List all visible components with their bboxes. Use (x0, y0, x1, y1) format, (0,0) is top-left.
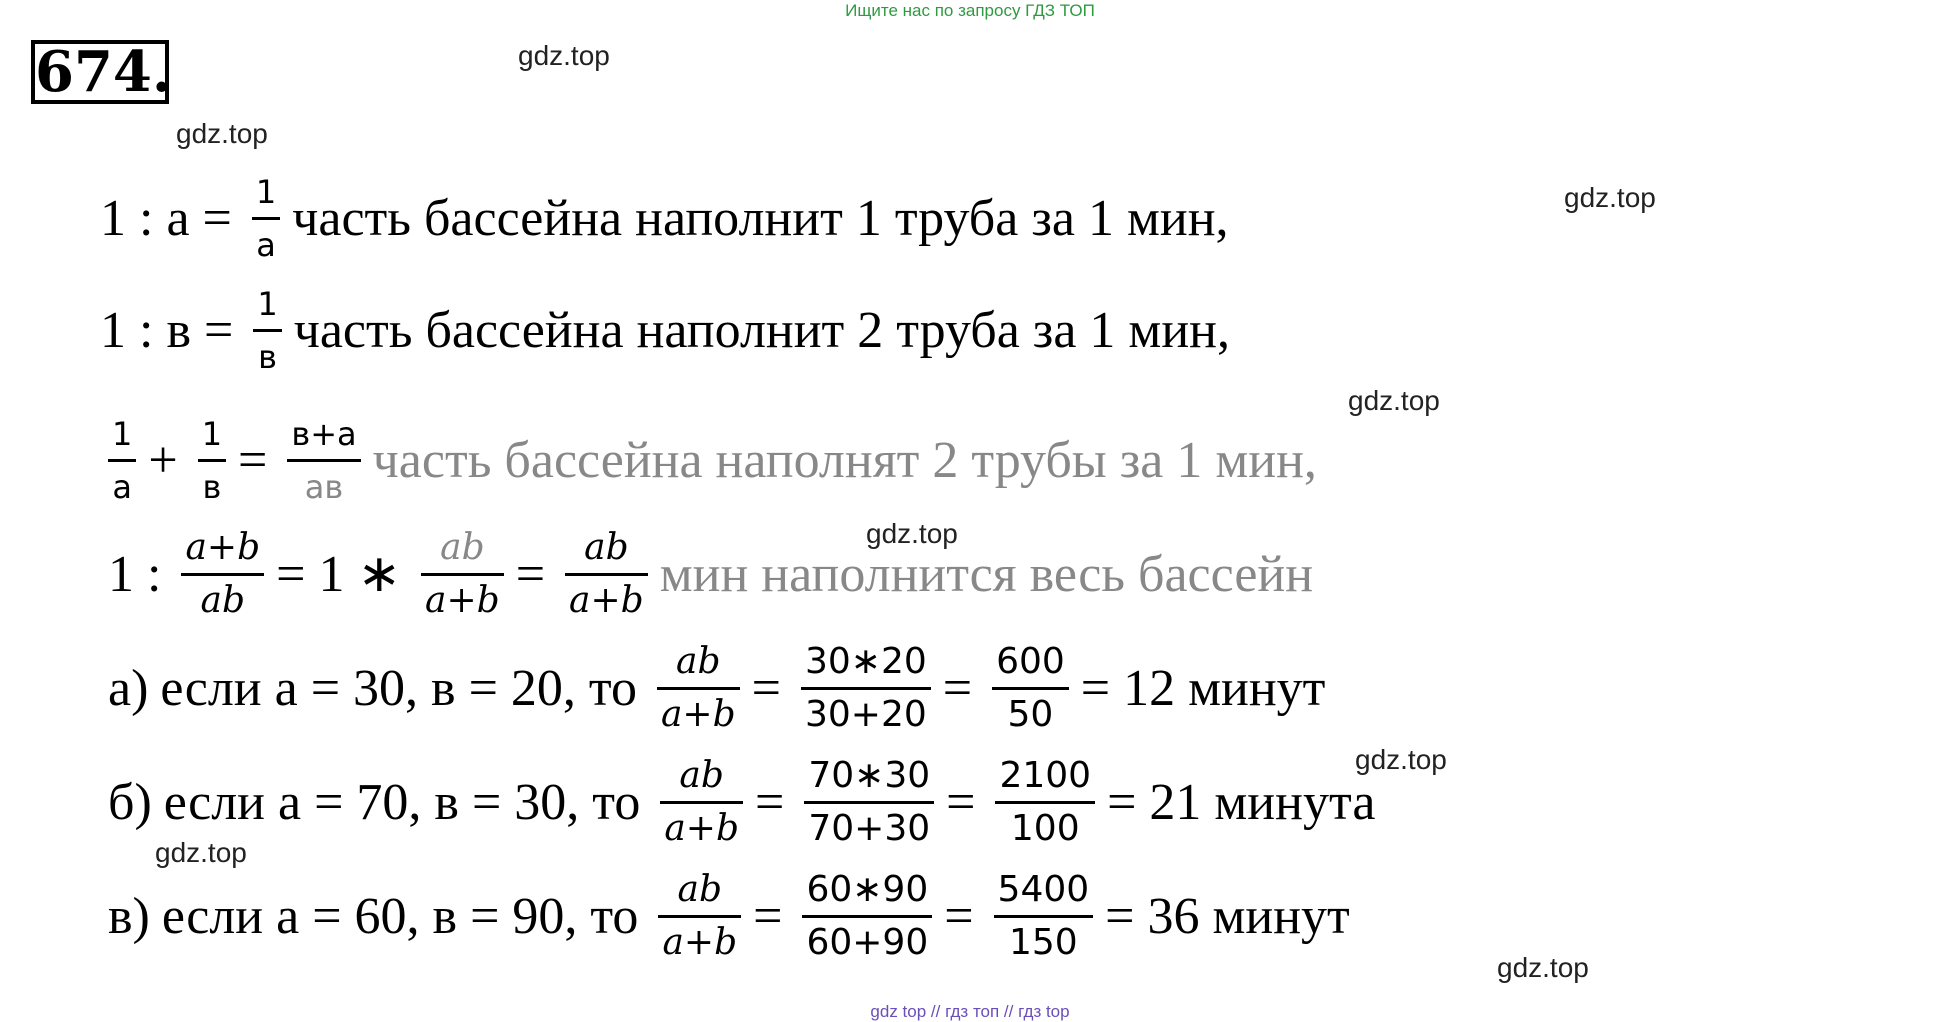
case-label: в) (108, 887, 150, 945)
fraction: $\frac{1}{в}$ (253, 282, 281, 379)
problem-number: 674. (31, 40, 169, 104)
fraction: $\frac{ab}{a+b}$ (657, 640, 740, 737)
line-1-lhs: 1 : а = (100, 189, 232, 247)
solution-line-3 (100, 414, 1329, 506)
fraction: $\frac{5400}{150}$ (994, 868, 1094, 965)
case-result: = 21 минута (1107, 773, 1376, 831)
search-hint: Ищите нас по запросу ГДЗ ТОП (845, 1, 1095, 20)
watermark: gdz.top (1564, 182, 1656, 213)
line-3-text: часть бассейна наполнят 2 трубы за 1 мин, (372, 431, 1317, 489)
solution-line-2 (100, 284, 1242, 376)
fraction: $\frac{ab}{a+b}$ (658, 868, 741, 965)
fraction: $\frac{ab}{a+b}$ (565, 526, 648, 623)
fraction: $\frac{1}{в}$ (198, 412, 226, 509)
line-1-text: часть бассейна наполнит 1 труба за 1 мин, (292, 189, 1229, 247)
case-b (108, 756, 1387, 848)
case-label: а) (108, 659, 149, 717)
plus-sign: + (148, 431, 178, 489)
equals-sign: = (751, 659, 781, 717)
case-label: б) (108, 773, 152, 831)
line-4-text: мин наполнится весь бассейн (659, 545, 1314, 603)
watermark: gdz.top (155, 837, 247, 868)
equals-sign: = (238, 431, 268, 489)
footer-links: gdz top // гдз топ // гдз top (870, 1002, 1070, 1021)
case-result: = 12 минут (1080, 659, 1326, 717)
equals-sign: = (755, 773, 785, 831)
fraction: $\frac{30∗20}{30+20}$ (801, 640, 931, 737)
line-4-mid: = 1 ∗ (276, 546, 402, 603)
line-4-lhs: 1 : (108, 545, 162, 603)
equals-sign: = (942, 659, 973, 717)
equals-sign: = (944, 887, 974, 945)
case-c (108, 870, 1362, 962)
fraction: $\frac{2100}{100}$ (995, 754, 1095, 851)
case-result: = 36 минут (1105, 887, 1350, 945)
fraction: $\frac{ab}{a+b}$ (660, 754, 743, 851)
case-a (108, 642, 1337, 734)
watermark: gdz.top (1355, 744, 1447, 775)
line-2-lhs: 1 : в = (100, 301, 234, 359)
equals-sign: = (946, 773, 976, 831)
fraction: $\frac{1}{а}$ (108, 412, 136, 509)
watermark: gdz.top (1348, 385, 1440, 416)
equals-sign: = (515, 545, 546, 603)
fraction: $\frac{70∗30}{70+30}$ (804, 754, 934, 851)
watermark: gdz.top (518, 40, 610, 71)
fraction: $\frac{в+а}{ав}$ (287, 412, 360, 509)
solution-line-1 (100, 172, 1241, 264)
fraction: $\frac{60∗90}{60+90}$ (802, 868, 932, 965)
fraction: $\frac{a+b}{ab}$ (181, 526, 264, 623)
case-condition: если а = 60, в = 90, то (161, 887, 639, 945)
watermark: gdz.top (1497, 952, 1589, 983)
case-condition: если а = 30, в = 20, то (160, 659, 637, 717)
equals-sign: = (753, 887, 783, 945)
case-condition: если а = 70, в = 30, то (163, 773, 641, 831)
fraction: $\frac{1}{а}$ (252, 170, 280, 267)
watermark: gdz.top (866, 518, 958, 549)
solution-line-4 (108, 528, 1325, 620)
fraction: $\frac{ab}{a+b}$ (421, 526, 504, 623)
fraction: $\frac{600}{50}$ (992, 640, 1069, 737)
watermark: gdz.top (176, 118, 268, 149)
line-2-text: часть бассейна наполнит 2 труба за 1 мин, (293, 301, 1230, 359)
